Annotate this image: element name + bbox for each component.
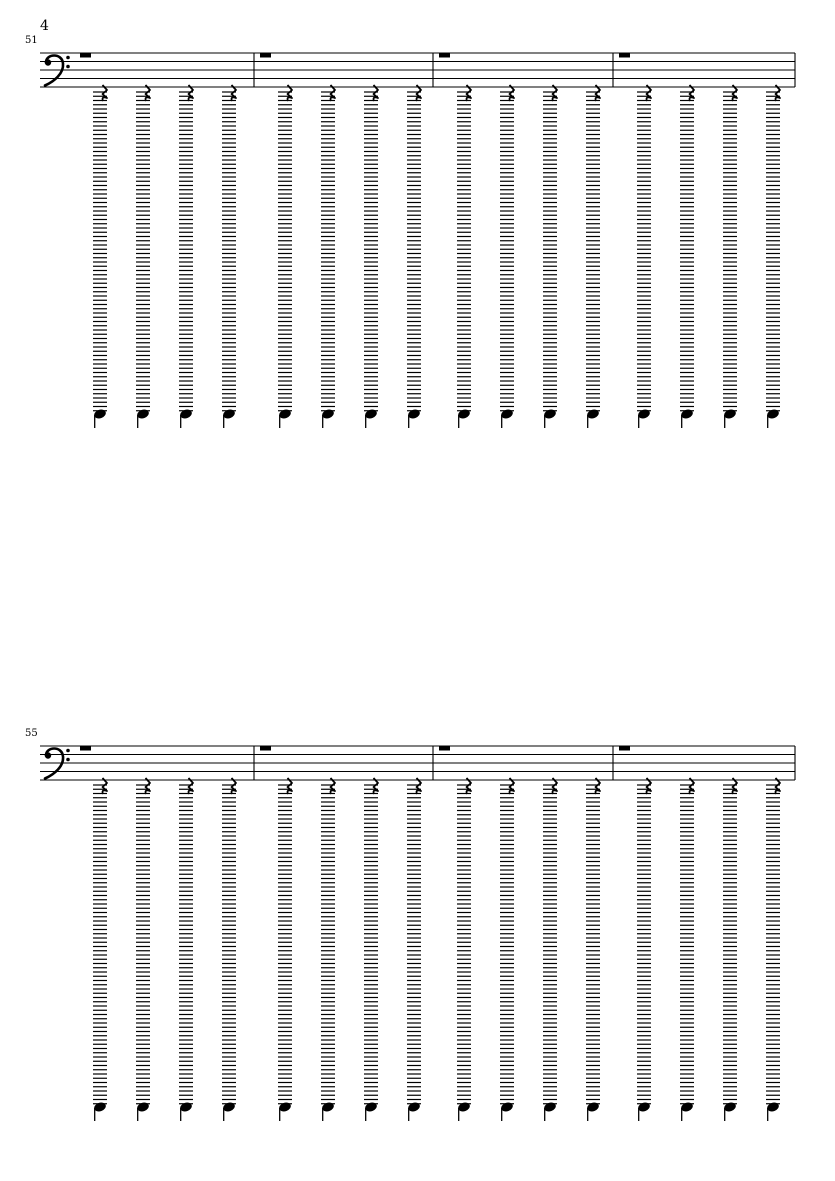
whole-rest-icon	[80, 746, 91, 751]
ledger-lines	[457, 92, 471, 411]
measure	[619, 53, 780, 428]
ledger-lines	[321, 785, 335, 1104]
ledger-lines	[637, 92, 651, 411]
bass-clef-icon	[45, 749, 70, 779]
staff-lines	[40, 746, 795, 780]
page-number: 4	[40, 18, 49, 34]
ledger-lines	[680, 785, 694, 1104]
whole-rest-icon	[619, 746, 630, 751]
ledger-lines	[364, 785, 378, 1104]
bass-clef-icon	[45, 56, 70, 86]
whole-rest-icon	[439, 53, 450, 58]
ledger-lines	[766, 785, 780, 1104]
whole-rest-icon	[260, 53, 271, 58]
ledger-lines	[93, 92, 107, 411]
ledger-lines	[278, 785, 292, 1104]
ledger-lines	[500, 785, 514, 1104]
ledger-lines	[407, 92, 421, 411]
whole-rest-icon	[80, 53, 91, 58]
ledger-lines	[723, 92, 737, 411]
staff-lines	[40, 53, 795, 87]
ledger-lines	[136, 92, 150, 411]
ledger-lines	[586, 92, 600, 411]
ledger-lines	[179, 92, 193, 411]
ledger-lines	[364, 92, 378, 411]
measure	[80, 53, 236, 428]
measure	[80, 746, 236, 1121]
ledger-lines	[136, 785, 150, 1104]
ledger-lines	[586, 785, 600, 1104]
ledger-lines	[278, 92, 292, 411]
ledger-lines	[407, 785, 421, 1104]
ledger-lines	[543, 92, 557, 411]
measure-number: 55	[25, 728, 38, 739]
ledger-lines	[723, 785, 737, 1104]
ledger-lines	[680, 92, 694, 411]
ledger-lines	[457, 785, 471, 1104]
ledger-lines	[93, 785, 107, 1104]
measure	[619, 746, 780, 1121]
ledger-lines	[321, 92, 335, 411]
whole-rest-icon	[260, 746, 271, 751]
ledger-lines	[222, 92, 236, 411]
ledger-lines	[500, 92, 514, 411]
measure	[260, 53, 421, 428]
whole-rest-icon	[619, 53, 630, 58]
staff-system-2	[25, 728, 795, 1121]
whole-rest-icon	[439, 746, 450, 751]
ledger-lines	[222, 785, 236, 1104]
measure	[439, 53, 600, 428]
measure-number: 51	[25, 35, 38, 46]
ledger-lines	[637, 785, 651, 1104]
ledger-lines	[766, 92, 780, 411]
measure	[439, 746, 600, 1121]
measure	[260, 746, 421, 1121]
ledger-lines	[543, 785, 557, 1104]
staff-system-1	[25, 35, 795, 428]
ledger-lines	[179, 785, 193, 1104]
